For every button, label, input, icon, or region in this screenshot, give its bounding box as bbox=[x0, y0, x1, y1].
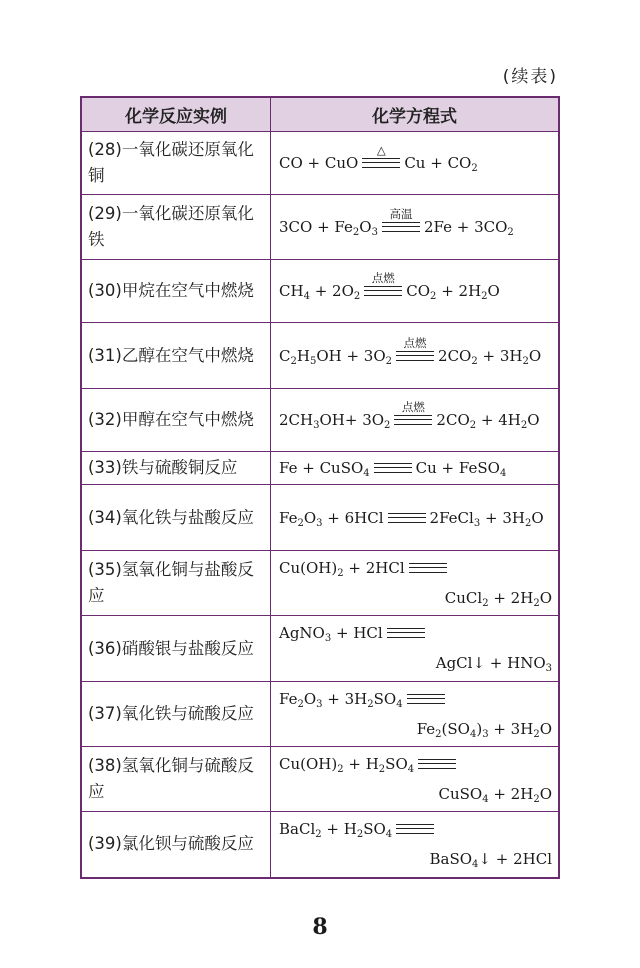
reaction-sign bbox=[418, 759, 456, 769]
reaction-name: (29)一氧化碳还原氧化铁 bbox=[81, 195, 271, 260]
reaction-table bbox=[80, 96, 560, 879]
equation: $C_2H_5OH + 3O_2$ 点燃 $2CO_2 + 3H_2O$ bbox=[271, 323, 560, 389]
table-row bbox=[81, 389, 559, 452]
reaction-sign bbox=[396, 824, 434, 834]
reaction-sign bbox=[374, 463, 412, 473]
reaction-name: (31)乙醇在空气中燃烧 bbox=[81, 323, 271, 389]
continued-label: (续表) bbox=[502, 67, 558, 87]
table-row bbox=[81, 747, 559, 812]
reaction-sign bbox=[362, 143, 400, 168]
table-row bbox=[81, 812, 559, 878]
table-row bbox=[81, 485, 559, 551]
equation: $CH_4 + 2O_2$ 点燃 $CO_2 + 2H_2O$ bbox=[271, 260, 560, 323]
reaction-sign bbox=[409, 563, 447, 573]
table-row bbox=[81, 323, 559, 389]
reaction-name: (35)氢氧化铜与盐酸反应 bbox=[81, 551, 271, 616]
equation: Fe + CuSO$_4$ Cu + FeSO$_4$ bbox=[271, 452, 560, 485]
table-row bbox=[81, 452, 559, 485]
reaction-sign bbox=[387, 628, 425, 638]
table-row bbox=[81, 260, 559, 323]
reaction-sign bbox=[364, 271, 402, 296]
reaction-name: (34)氧化铁与盐酸反应 bbox=[81, 485, 271, 551]
reaction-sign bbox=[382, 207, 420, 232]
table-row bbox=[81, 132, 559, 195]
table-row bbox=[81, 682, 559, 747]
reaction-name: (39)氯化钡与硫酸反应 bbox=[81, 812, 271, 878]
equation: CO + CuO △ $Cu + CO_2$ bbox=[271, 132, 560, 195]
reaction-condition: 点燃 bbox=[371, 271, 395, 285]
reaction-sign bbox=[407, 694, 445, 704]
table-row bbox=[81, 195, 559, 260]
reaction-name: (33)铁与硫酸铜反应 bbox=[81, 452, 271, 485]
reaction-sign bbox=[394, 400, 432, 425]
reaction-name: (32)甲醇在空气中燃烧 bbox=[81, 389, 271, 452]
reaction-name: (28)一氧化碳还原氧化铜 bbox=[81, 132, 271, 195]
equation: $3CO + Fe_2O_3$ 高温 $2Fe + 3CO_2$ bbox=[271, 195, 560, 260]
reaction-sign bbox=[396, 335, 434, 361]
reaction-name: (30)甲烷在空气中燃烧 bbox=[81, 260, 271, 323]
equation: $Cu(OH)_2 + H_2SO_4$ CuSO$_4$ + $2H_2O$ bbox=[271, 747, 560, 812]
header-equation: 化学方程式 bbox=[271, 97, 560, 132]
table-row bbox=[81, 616, 559, 682]
equation: $Fe_2O_3 + 6HCl$ 2FeCl$_3$ + $3H_2O$ bbox=[271, 485, 560, 551]
reaction-name: (38)氢氧化铜与硫酸反应 bbox=[81, 747, 271, 812]
reaction-name: (37)氧化铁与硫酸反应 bbox=[81, 682, 271, 747]
reaction-sign bbox=[388, 513, 426, 523]
equation: $Fe_2O_3 + 3H_2SO_4$ $Fe_2(SO_4)_3 + 3H_2O$ bbox=[271, 682, 560, 747]
header-row bbox=[81, 97, 559, 132]
reaction-name: (36)硝酸银与盐酸反应 bbox=[81, 616, 271, 682]
table-row bbox=[81, 551, 559, 616]
header-reaction-example: 化学反应实例 bbox=[81, 97, 271, 132]
equation: $2CH_3OH+ 3O_2$ 点燃 $2CO_2 + 4H_2O$ bbox=[271, 389, 560, 452]
equation: AgNO$_3$ + HCl AgCl↓ + $HNO_3$ bbox=[271, 616, 560, 682]
reaction-condition: 点燃 bbox=[401, 400, 425, 414]
equation: $Cu(OH)_2 + 2HCl$ CuCl$_2$ + $2H_2O$ bbox=[271, 551, 560, 616]
reaction-condition: 高温 bbox=[389, 207, 413, 221]
page-number: 8 bbox=[312, 914, 328, 940]
equation: BaCl$_2$ + $H_2SO_4$ BaSO$_4$↓ + 2HCl bbox=[271, 812, 560, 878]
reaction-condition: △ bbox=[376, 143, 386, 157]
reaction-condition: 点燃 bbox=[403, 335, 427, 350]
